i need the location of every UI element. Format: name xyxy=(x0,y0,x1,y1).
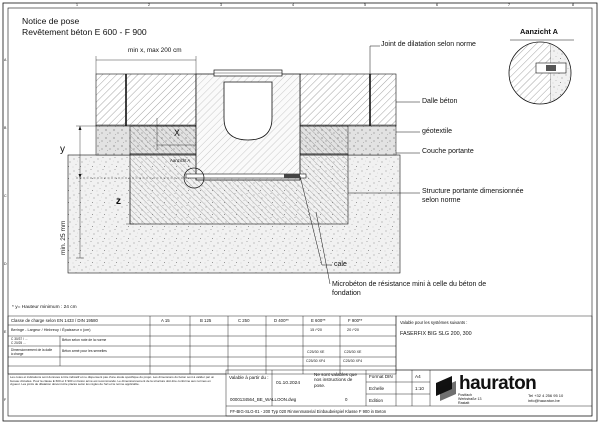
class-b125: B 125 xyxy=(200,318,212,323)
border-number: 3 xyxy=(220,3,222,7)
border-letter: E xyxy=(4,330,7,334)
row-rebar-desc: Béton armé pour les semelles xyxy=(62,349,107,353)
border-number: 1 xyxy=(76,3,78,7)
scale-label: Echelle xyxy=(369,386,385,391)
border-number: 4 xyxy=(292,3,294,7)
dimension-min-max: min x, max 200 cm xyxy=(128,47,182,54)
f900-concrete-xe: C25/30 XE xyxy=(344,350,362,354)
right-lower-concrete xyxy=(300,126,348,154)
row-concrete-class-2: C 20/25 ... xyxy=(11,341,26,345)
format-label: Format DIN xyxy=(369,374,393,379)
row-slab-dim-1: Dimensionnement de la dalle xyxy=(11,348,53,352)
revision: 0 xyxy=(345,397,348,402)
dimension-y: y xyxy=(60,144,65,155)
border-letter: C xyxy=(4,194,7,198)
callout-cale: cale xyxy=(334,261,347,268)
row-slab-dim-2: à charge xyxy=(11,352,24,356)
cross-section xyxy=(68,56,400,273)
drawing-description: FF-BIG-SLG-01 - 200 Typ 020 Rinnenmaterial Einbaubeispiel Klasse F 900 in Beton xyxy=(230,409,387,414)
left-lower-concrete xyxy=(130,126,200,154)
e600-concrete-xf4: C25/30 XF4 xyxy=(306,359,326,363)
border-letter: F xyxy=(4,398,7,402)
class-c250: C 250 xyxy=(238,318,250,323)
page-subtitle: Revêtement béton E 600 - F 900 xyxy=(22,27,147,37)
legal-notes: Les cotes et indications sont données à titre indicatif et ne dispensent pas d'une étude spécifique du projet. Les dimensions du béton sont à valider par un bureau d'études. Pour la classe E 600 et F 900 un béton armé est recommandé. Le dimensionnement de la structure doit être conforme aux normes en vigueur. Les joints de dilatation doivent être placés selon les règles de l'art et la norme applicable. xyxy=(10,376,215,387)
border-number: 2 xyxy=(148,3,150,7)
class-d400: D 400** xyxy=(274,318,289,323)
email: info@hauraton.be xyxy=(528,398,560,403)
border-number: 5 xyxy=(364,3,366,7)
installation-disclaimer: Ne sont valables que nos instructions de pose. xyxy=(314,372,357,388)
border-letter: A xyxy=(4,58,7,62)
dimension-x: X xyxy=(174,128,180,138)
class-e600: E 600** xyxy=(311,318,326,323)
left-concrete-slab xyxy=(96,74,196,126)
product-name: FASERFIX BIG SLG 200, 300 xyxy=(400,331,472,337)
border-number: 8 xyxy=(572,3,574,7)
f900-width: 20 /*20 xyxy=(347,328,360,332)
detail-view-label: Aanzicht A xyxy=(520,27,558,36)
class-a15: A 15 xyxy=(161,318,170,323)
callout-microbeton: Microbéton de résistance mini à celle du béton de xyxy=(332,281,487,288)
valid-from-label: Valable à partir du : xyxy=(229,375,269,380)
valid-from-date: 01.10.2024 xyxy=(276,381,301,386)
detail-view-a xyxy=(505,40,581,106)
brand-name: hauraton xyxy=(459,373,537,394)
callout-couche: Couche portante xyxy=(422,148,474,155)
hauraton-logo xyxy=(436,376,456,401)
callout-geotextile: géotextile xyxy=(422,128,452,135)
right-concrete-slab xyxy=(300,74,396,126)
address-line-1: Postfach xyxy=(458,393,472,397)
callout-microbeton-2: fondation xyxy=(332,290,361,297)
footnote: * y= Hauteur minimum : 24 cm xyxy=(12,305,77,310)
border-number: 6 xyxy=(436,3,438,7)
channel-cavity xyxy=(224,82,272,140)
row-concrete-desc: Béton selon note de la norme xyxy=(62,338,107,342)
row-width-label: Beringe - Largeur / Hinbreuy / Épaisseur x (cm) xyxy=(11,328,91,332)
detail-marker-label: Aanzicht A xyxy=(170,158,191,163)
drawing-number: 0000134564_BE_WALLOON.dwg xyxy=(230,397,297,402)
callout-joint: Joint de dilatation selon norme xyxy=(381,41,476,48)
border-letter: B xyxy=(4,126,7,130)
valid-systems-label: Valable pour les systèmes suivants : xyxy=(400,320,468,325)
scale-value: 1:10 xyxy=(415,386,424,391)
border-letter: D xyxy=(4,262,7,266)
wedge xyxy=(284,174,300,178)
f900-concrete-xf4: C25/30 XF4 xyxy=(343,359,363,363)
page-title: Notice de pose xyxy=(22,16,80,26)
row-load-class-label: Classe de charge selon EN 1433 / DIN 19580 xyxy=(11,318,98,323)
border-number: 7 xyxy=(508,3,510,7)
e600-width: 15 /*20 xyxy=(310,328,323,332)
address-line-3: Rastatt xyxy=(458,401,470,405)
e600-concrete-xe: C25/30 XE xyxy=(307,350,325,354)
callout-structure-2: selon norme xyxy=(422,197,461,204)
edition-label: Edition xyxy=(369,398,384,403)
address-line-2: Werkstraße 13 xyxy=(458,397,482,401)
format-value: A4 xyxy=(415,374,421,379)
row-concrete-class-1: C 30/37 / ... xyxy=(11,337,28,341)
callout-structure: Structure portante dimensionnée xyxy=(422,188,524,195)
callout-dalle: Dalle béton xyxy=(422,98,458,105)
dimension-min25: min. 25 mm xyxy=(60,220,67,255)
phone: Tel +32 4 256 95 10 xyxy=(528,393,564,398)
class-f900: F 900** xyxy=(348,318,363,323)
dimension-z: z xyxy=(116,196,121,207)
